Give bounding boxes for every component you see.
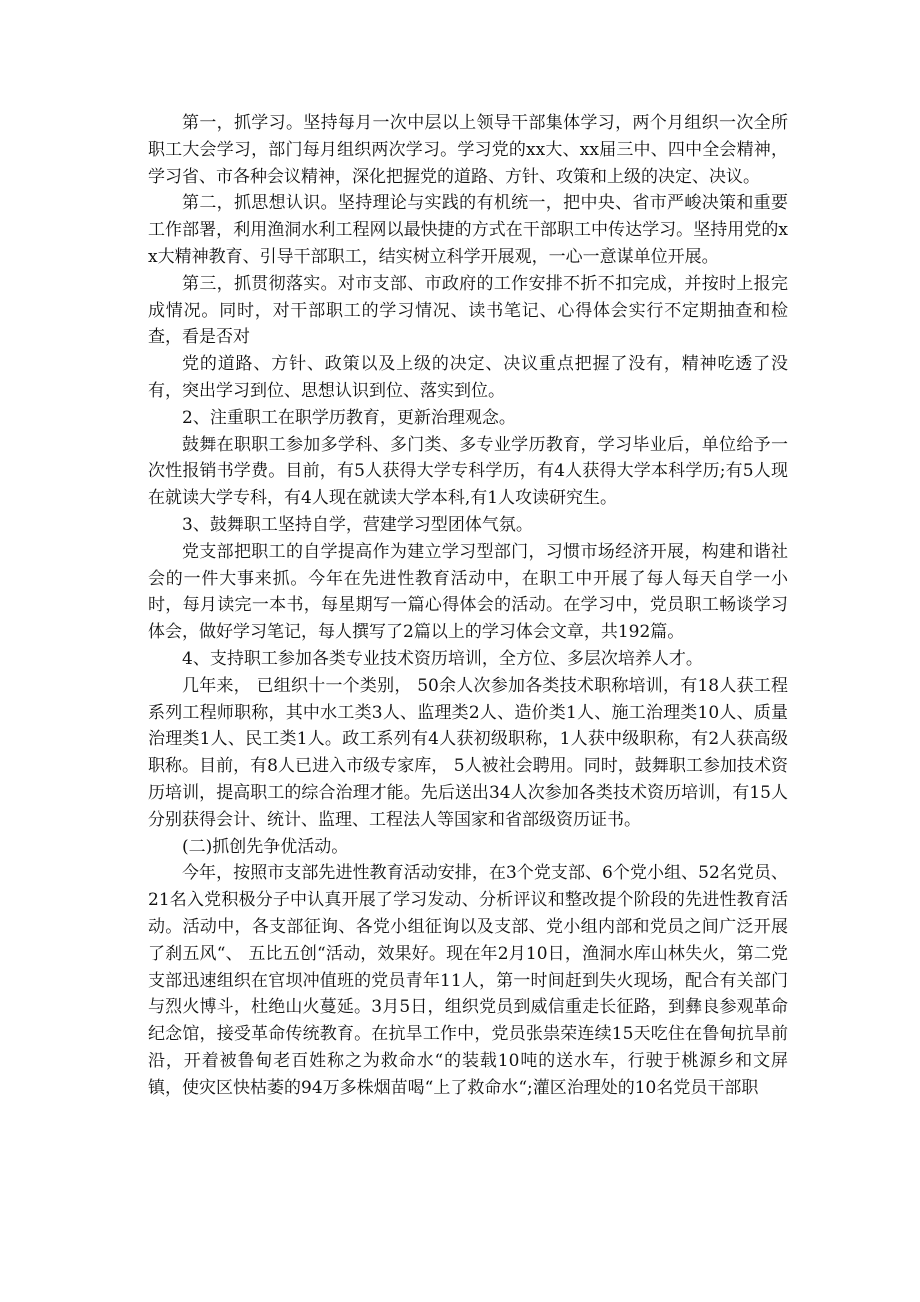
- heading-2: 2、注重职工在职学历教育，更新治理观念。: [182, 407, 516, 428]
- heading-3: 3、鼓舞职工坚持自学，营建学习型团体气氛。: [182, 514, 533, 535]
- paragraph-1: 第一，抓学习。坚持每月一次中层以上领导干部集体学习，两个月组织一次全所职工大会学习，部门每月组织两次学习。学习党的xx大、xx届三中、四中全会精神，学习省、市各种会议精神，深化把握党的道路、方针、攻策和上级的决定、决议。: [148, 113, 788, 187]
- heading-4: 4、支持职工参加各类专业技术资历培训，全方位、多层次培养人才。: [182, 648, 703, 669]
- paragraph-8: 党支部把职工的自学提高作为建立学习型部门，习惯市场经济开展，构建和谐社会的一件大事来抓。今年在先进性教育活动中，在职工中开展了每人每天自学一小时，每月读完一本书，每星期写一篇心得体会的活动。在学习中，党员职工畅谈学习体会，做好学习笔记，每人撰写了2篇以上的学习体会文章，共192篇。: [148, 541, 788, 643]
- document-body: [148, 110, 788, 1101]
- paragraph-2: 第二，抓思想认识。坚持理论与实践的有机统一，把中央、省市严峻决策和重要工作部署，利用渔洞水利工程网以最快捷的方式在干部职工中传达学习。坚持用党的xx大精神教育、引导干部职工，结实树立科学开展观，一心一意谋单位开展。: [148, 193, 788, 267]
- paragraph-3: 第三，抓贯彻落实。对市支部、市政府的工作安排不折不扣完成，并按时上报完成情况。同时，对干部职工的学习情况、读书笔记、心得体会实行不定期抽查和检查，看是否对: [148, 273, 788, 348]
- paragraph-6: 鼓舞在职职工参加多学科、多门类、多专业学历教育，学习毕业后，单位给予一次性报销书学费。目前，有5人获得大学专科学历，有4人获得大学本科学历;有5人现在就读大学专科，有4人现在就读大学本科,有1人攻读研究生。: [148, 434, 788, 509]
- paragraph-12: 今年，按照市支部先进性教育活动安排，在3个党支部、6个党小组、52名党员、21名入党积极分子中认真开展了学习发动、分析评议和整改提个阶段的先进性教育活动。活动中，各支部征询、各党小组征询以及支部、党小组内部和党员之间广泛开展了刹五风“、 五比五创“活动，效果好。现在年2月10日，渔洞水库山林失火，第二党支部迅速组织在官坝冲值班的党员青年11人，第一时间赶到失火现场，配合有关部门与烈火博斗，杜绝山火蔓延。3月5日，组织党员到威信重走长征路，到彝良参观革命纪念馆，接受革命传统教育。在抗旱工作中，党员张祟荣连续15天吃住在鲁甸抗旱前沿，开着被鲁甸老百姓称之为救命水“的装载10吨的送水车，行驶于桃源乡和文屏镇，使灾区快枯萎的94万多株烟苗喝“上了救命水“;灌区治理处的10名党员干部职: [148, 863, 788, 1098]
- paragraph-10: 几年来， 已组织十一个类别， 50余人次参加各类技术职称培训，有18人获工程系列工程师职称，其中水工类3人、监理类2人、造价类1人、施工治理类10人、质量治理类1人、民工类1人。政工系列有4人获初级职称，1人获中级职称，有2人获高级职称。目前，有8人已进入市级专家库， 5人被社会聘用。同时，鼓舞职工参加技术资历培训，提高职工的综合治理才能。先后送出34人次参加各类技术资历培训，有15人分别获得会计、统计、监理、工程法人等国家和省部级资历证书。: [148, 675, 788, 830]
- section-heading: (二)抓创先争优活动。: [182, 836, 349, 857]
- paragraph-4: 党的道路、方针、政策以及上级的决定、决议重点把握了没有，精神吃透了没有，突出学习到位、思想认识到位、落实到位。: [148, 354, 788, 401]
